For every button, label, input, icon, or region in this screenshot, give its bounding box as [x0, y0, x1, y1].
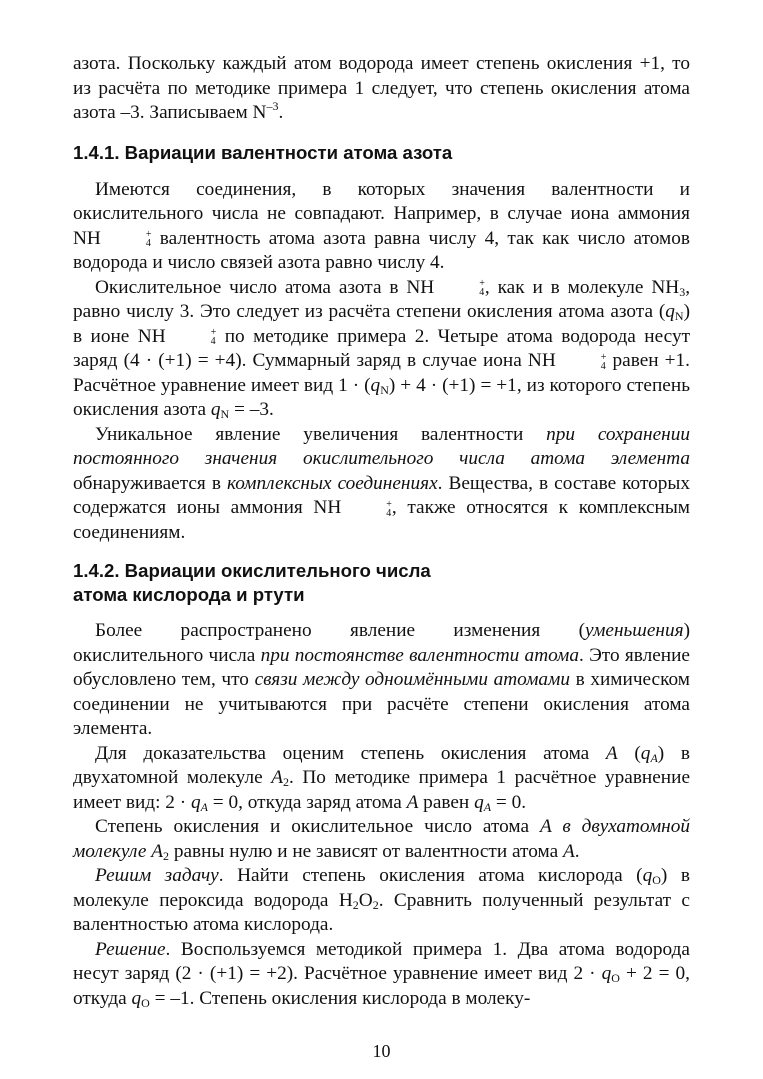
ammonium-charge: + 4: [210, 327, 217, 348]
page-content: [73, 52, 690, 1011]
paragraph: Имеются соединения, в которых значения валентности и окислительного числа не совпадают. Например, в случае иона аммония NH + 4 валентность атома азота равна числу 4, так как число атомов водорода и число связей азота равно числу 4.: [73, 178, 690, 273]
ammonium-charge: + 4: [386, 498, 392, 519]
ammonium-charge: + 4: [479, 278, 485, 299]
paragraph: Решим задачу. Найти степень окисления атома кислорода $(q_O)$ в молекуле пероксида водорода $H_2O_2$. Сравнить полученный результат с валентностью атома кислорода.: [73, 865, 690, 935]
paragraph: Решение. Воспользуемся методикой примера 1. Два атома водорода несут заряд (2 · (+1) = +2). Расчётное уравнение имеет вид $2 \cdot q_O + 2 = 0$, откуда $q_O = -1$. Степень окисления кислорода в молеку-: [73, 938, 690, 1010]
paragraph: Степень окисления и окислительное число атома A в двухатомной молекуле $A_2$ равны нулю и не зависят от валентности атома A.: [73, 816, 690, 863]
ammonium-charge: + 4: [145, 229, 152, 250]
paragraph: Более распространено явление изменения (уменьшения) окислительного числа при постоянстве валентности атома. Это явление обусловлено тем, что связи между одноимёнными атомами в химическом соединении не учитываются при расчёте степени окисления атома элемента.: [73, 620, 690, 739]
section-heading-1-4-2: 1.4.2. Вариации окислительного числа атома кислорода и ртути: [73, 560, 431, 605]
paragraph: Уникальное явление увеличения валентности при сохранении постоянного значения окислительного числа атома элемента обнаруживается в комплексных соединениях. Вещества, в составе которых содержатся ионы аммония NH + 4 , также относятся к комплексным соединениям.: [73, 423, 690, 543]
page-number: 10: [372, 1041, 391, 1061]
ammonium-charge: + 4: [600, 351, 607, 372]
section-heading-1-4-1: 1.4.1. Вариации валентности атома азота: [73, 141, 453, 163]
paragraph: Для доказательства оценим степень окисления атома A $(q_A)$ в двухатомной молекуле $A_2$. По методике примера 1 расчётное уравнение имеет вид: $2 \cdot q_A = 0$, откуда заряд атома A равен $q_A = 0$.: [73, 742, 690, 814]
paragraph: азота. Поскольку каждый атом водорода имеет степень окисления +1, то из расчёта по методике примера 1 следует, что степень окисления атома азота –3. Записываем $N^{-3}$.: [73, 53, 690, 123]
paragraph: Окислительное число атома азота в NH + 4 , как и в молекуле $NH_3$, равно числу 3. Это следует из расчёта степени окисления атома азота $(q_N)$ в ионе NH + 4 по методике примера 2. Четыре атома водорода несут заряд (4 · (+1) = +4). Суммарный заряд в случае иона NH + 4 равен +1. Расчётное уравнение имеет вид $1 \cdot (q_N) + 4 \cdot (+1) = +1$, из которого степень окисления азота $q_N = -3$.: [73, 276, 691, 421]
